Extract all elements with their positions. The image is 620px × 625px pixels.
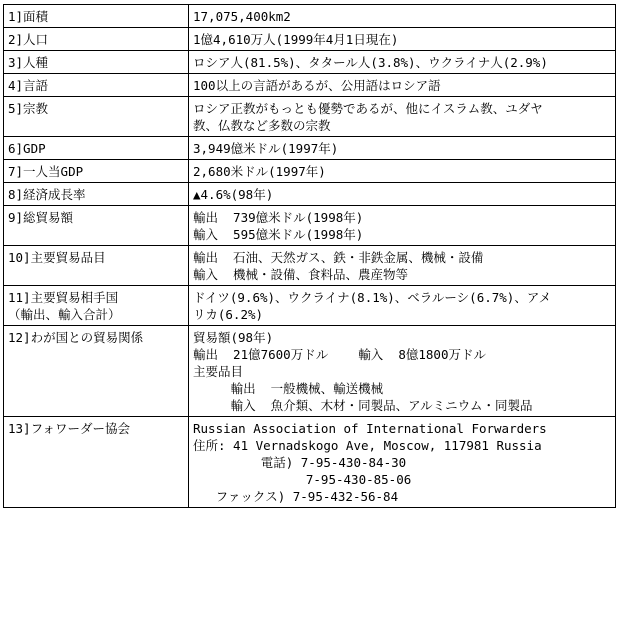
row-label-cell xyxy=(4,51,189,74)
row-value: Russian Association of International Forwarders xyxy=(193,421,547,436)
row-value: 1億4,610万人(1999年4月1日現在) xyxy=(193,32,399,47)
table-row xyxy=(4,5,616,28)
row-value: 輸出 石油、天然ガス、鉄・非鉄金属、機械・設備 xyxy=(193,250,484,265)
row-label: （輸出、輸入合計） xyxy=(8,307,121,322)
row-value: 2,680米ドル(1997年) xyxy=(193,164,326,179)
row-label: 5]宗教 xyxy=(8,101,49,116)
row-value-cell xyxy=(189,51,616,74)
row-label-cell xyxy=(4,28,189,51)
row-value: ▲4.6%(98年) xyxy=(193,187,274,202)
row-value: 輸出 21億7600万ドル 輸入 8億1800万ドル xyxy=(193,347,486,362)
row-label: 1]面積 xyxy=(8,9,49,24)
table-row xyxy=(4,97,616,137)
row-label-cell xyxy=(4,206,189,246)
row-label-cell xyxy=(4,137,189,160)
row-value: ロシア正教がもっとも優勢であるが、他にイスラム教、ユダヤ xyxy=(193,101,543,116)
row-value-cell xyxy=(189,286,616,326)
table-row xyxy=(4,417,616,508)
table-row xyxy=(4,206,616,246)
row-value: 教、仏教など多数の宗教 xyxy=(193,118,331,133)
row-label: 7]一人当GDP xyxy=(8,164,84,179)
row-label: 4]言語 xyxy=(8,78,49,93)
row-label: 2]人口 xyxy=(8,32,49,47)
row-value-cell xyxy=(189,160,616,183)
row-value: 電話) 7-95-430-84-30 xyxy=(193,455,407,470)
table-row xyxy=(4,28,616,51)
row-value: 輸入 機械・設備、食料品、農産物等 xyxy=(193,267,409,282)
row-value: 輸出 一般機械、輸送機械 xyxy=(193,381,384,396)
row-value-cell xyxy=(189,137,616,160)
row-value-cell xyxy=(189,206,616,246)
row-value: 貿易額(98年) xyxy=(193,330,274,345)
table-row xyxy=(4,137,616,160)
row-label-cell xyxy=(4,417,189,508)
table-row xyxy=(4,51,616,74)
row-value: ロシア人(81.5%)、タタール人(3.8%)、ウクライナ人(2.9%) xyxy=(193,55,548,70)
row-label: 3]人種 xyxy=(8,55,49,70)
row-label-cell xyxy=(4,326,189,417)
row-value: 住所: 41 Vernadskogo Ave, Moscow, 117981 Russia xyxy=(193,438,542,453)
table-row xyxy=(4,286,616,326)
row-label-cell xyxy=(4,160,189,183)
row-label: 11]主要貿易相手国 xyxy=(8,290,119,305)
row-label: 9]総貿易額 xyxy=(8,210,74,225)
row-value: 17,075,400km2 xyxy=(193,9,291,24)
row-label: 6]GDP xyxy=(8,141,46,156)
row-label: 10]主要貿易品目 xyxy=(8,250,106,265)
row-value: ドイツ(9.6%)、ウクライナ(8.1%)、ベラルーシ(6.7%)、アメ xyxy=(193,290,552,305)
row-label: 12]わが国との貿易関係 xyxy=(8,330,144,345)
table-row xyxy=(4,160,616,183)
row-label-cell xyxy=(4,286,189,326)
row-value: 輸出 739億米ドル(1998年) xyxy=(193,210,364,225)
row-value: 3,949億米ドル(1997年) xyxy=(193,141,339,156)
row-label: 8]経済成長率 xyxy=(8,187,86,202)
table-row xyxy=(4,183,616,206)
row-value-cell xyxy=(189,74,616,97)
table-body xyxy=(4,5,616,508)
row-label-cell xyxy=(4,74,189,97)
row-value: 輸入 595億米ドル(1998年) xyxy=(193,227,364,242)
table-row xyxy=(4,246,616,286)
table-row xyxy=(4,326,616,417)
country-profile-table xyxy=(3,4,616,508)
row-value: 輸入 魚介類、木材・同製品、アルミニウム・同製品 xyxy=(193,398,533,413)
row-value: ファックス) 7-95-432-56-84 xyxy=(193,489,399,504)
row-value: 主要品目 xyxy=(193,364,244,379)
row-value-cell xyxy=(189,97,616,137)
row-value: 100以上の言語があるが、公用語はロシア語 xyxy=(193,78,441,93)
row-label-cell xyxy=(4,5,189,28)
row-label: 13]フォワーダー協会 xyxy=(8,421,130,436)
row-value-cell xyxy=(189,5,616,28)
table-row xyxy=(4,74,616,97)
row-value-cell xyxy=(189,417,616,508)
row-value-cell xyxy=(189,183,616,206)
row-value-cell xyxy=(189,326,616,417)
row-value: リカ(6.2%) xyxy=(193,307,264,322)
row-value-cell xyxy=(189,246,616,286)
row-label-cell xyxy=(4,183,189,206)
row-label-cell xyxy=(4,246,189,286)
row-label-cell xyxy=(4,97,189,137)
row-value: 7-95-430-85-06 xyxy=(193,472,412,487)
row-value-cell xyxy=(189,28,616,51)
